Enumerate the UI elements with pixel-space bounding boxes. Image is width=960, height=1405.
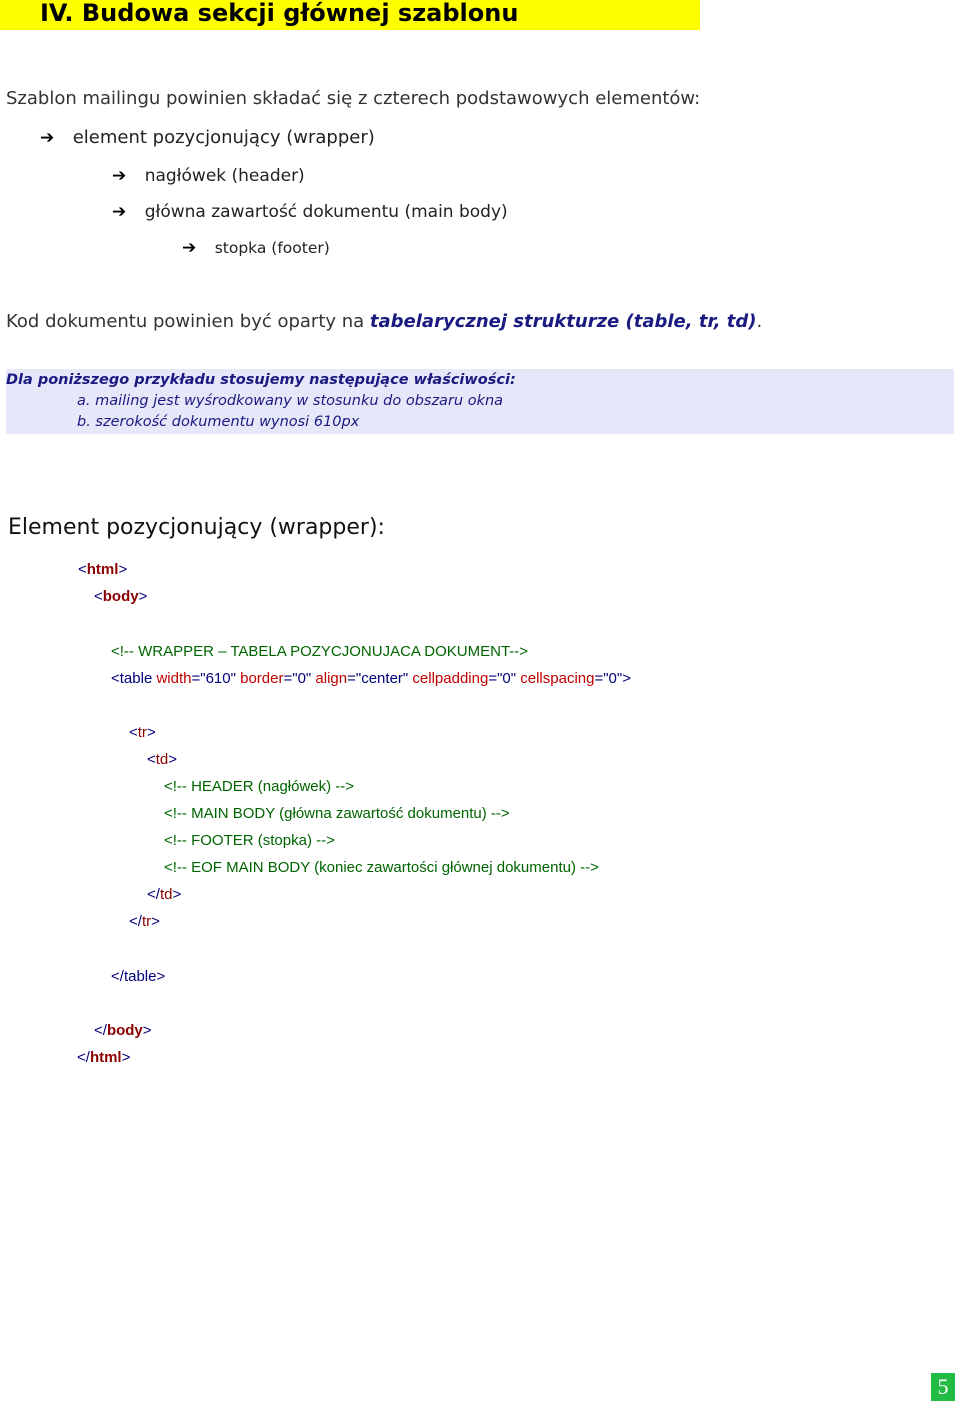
structure-emphasis: tabelarycznej strukturze (table, tr, td) (369, 311, 757, 332)
code-line-tr-close: </tr> (129, 913, 160, 930)
structure-sentence (6, 311, 762, 332)
list-item (112, 166, 305, 186)
intro-text: Szablon mailingu powinien składać się z czterech podstawowych elementów: (6, 88, 701, 109)
list-item (40, 127, 375, 148)
code-line-table-close: </table> (111, 968, 166, 985)
arrow-right-icon: ➔ (112, 202, 127, 222)
list-item-label: stopka (footer) (214, 239, 330, 257)
code-comment-wrapper: <!-- WRAPPER – TABELA POZYCJONUJACA DOKUMENT--> (111, 643, 529, 660)
code-line-table-open: <table width="610" border="0" align="center" cellpadding="0" cellspacing="0"> (111, 670, 631, 687)
code-comment-footer: <!-- FOOTER (stopka) --> (164, 832, 335, 849)
list-item-label: główna zawartość dokumentu (main body) (144, 202, 508, 222)
structure-prefix: Kod dokumentu powinien być oparty na (6, 311, 370, 332)
arrow-right-icon: ➔ (182, 238, 197, 258)
list-item (112, 202, 508, 222)
list-item-label: element pozycjonujący (wrapper) (72, 127, 375, 148)
note-item: a. mailing jest wyśrodkowany w stosunku do obszaru okna (77, 393, 504, 409)
code-line-html-open: <html> (78, 561, 128, 578)
code-comment-eof: <!-- EOF MAIN BODY (koniec zawartości głównej dokumentu) --> (164, 859, 599, 876)
code-line-td-close: </td> (147, 886, 182, 903)
code-comment-main-body: <!-- MAIN BODY (główna zawartość dokumentu) --> (164, 805, 510, 822)
section-title: Element pozycjonujący (wrapper): (8, 515, 385, 540)
note-title: Dla poniższego przykładu stosujemy następujące właściwości: (6, 372, 516, 388)
list-item-label: nagłówek (header) (144, 166, 305, 186)
arrow-right-icon: ➔ (40, 128, 55, 148)
code-line-html-close: </html> (77, 1049, 131, 1066)
page-number: 5 (931, 1373, 955, 1401)
code-line-body-close: </body> (94, 1022, 152, 1039)
code-comment-header: <!-- HEADER (nagłówek) --> (164, 778, 355, 795)
code-line-tr-open: <tr> (129, 724, 156, 741)
structure-suffix: . (756, 311, 763, 332)
arrow-right-icon: ➔ (112, 166, 127, 186)
code-line-td-open: <td> (147, 751, 178, 768)
page-title: IV. Budowa sekcji głównej szablonu (40, 0, 519, 27)
list-item (182, 238, 330, 258)
note-item: b. szerokość dokumentu wynosi 610px (77, 414, 360, 430)
code-line-body-open: <body> (94, 588, 148, 605)
